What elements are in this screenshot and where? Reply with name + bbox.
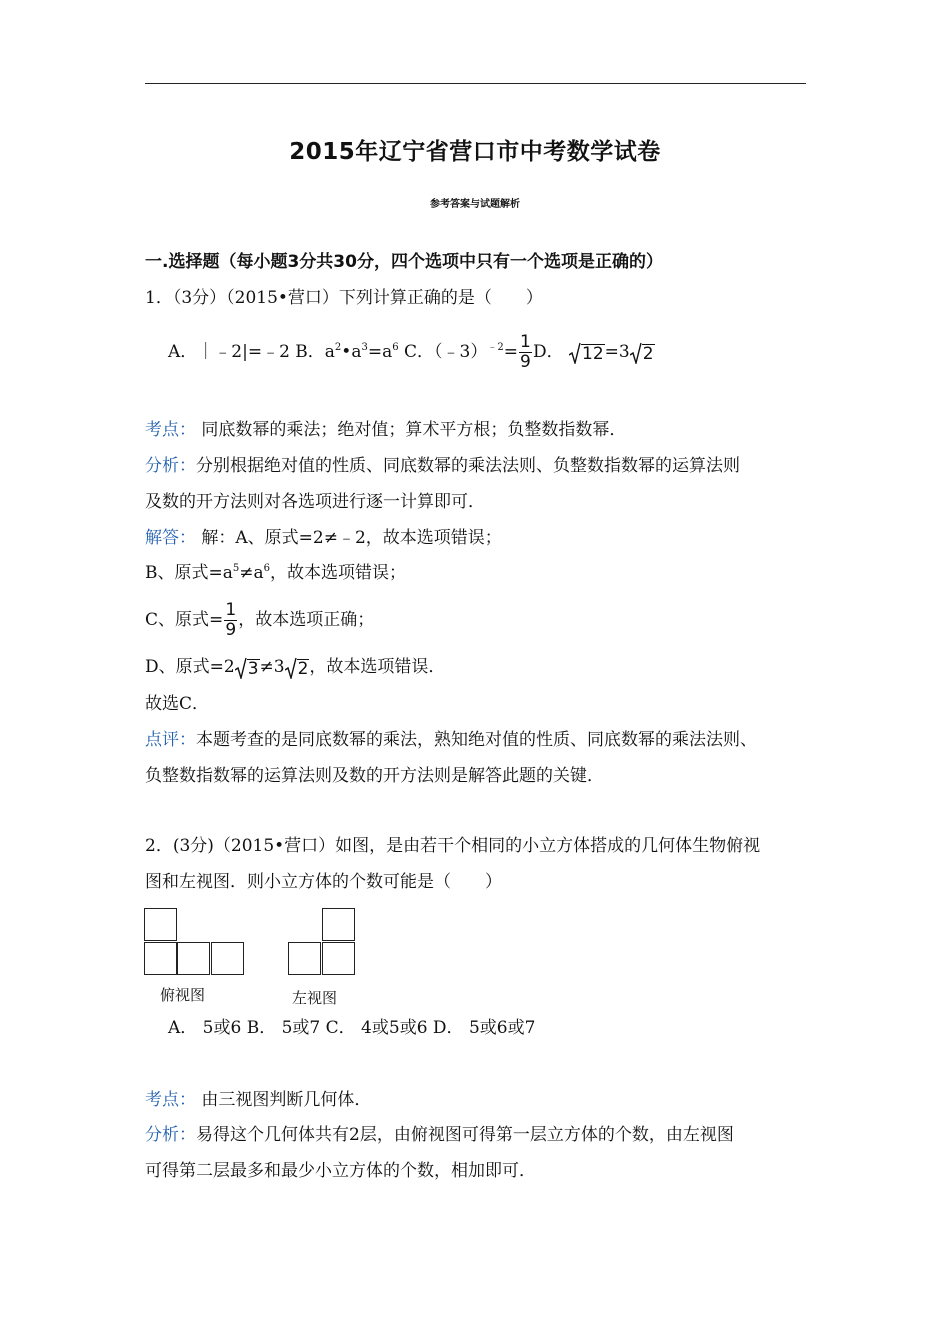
fraction-denominator: 9 bbox=[225, 620, 237, 640]
q1-fenxi-line1 bbox=[145, 455, 740, 477]
radical-sign-icon bbox=[235, 657, 247, 679]
q1-stem: 1．（3分）（2015•营口）下列计算正确的是（ ） bbox=[145, 288, 543, 308]
exponent: 5 bbox=[232, 563, 240, 574]
left-view-label: 左视图 bbox=[292, 989, 338, 1007]
dianping-text: 本题考查的是同底数幂的乘法，熟知绝对值的性质、同底数幂的乘法法则、 bbox=[196, 730, 757, 750]
q1-option-d-eq: =3 bbox=[604, 342, 630, 362]
jieda-b-post: ，故本选项错误； bbox=[270, 563, 407, 583]
sqrt-3 bbox=[235, 657, 260, 679]
radical-sign-icon bbox=[285, 657, 297, 679]
fenxi-label: 分析： bbox=[145, 456, 196, 476]
jieda-b-mid: ≠a bbox=[239, 563, 264, 583]
section-heading: 一.选择题（每小题3分共30分，四个选项中只有一个选项是正确的） bbox=[145, 252, 663, 272]
top-view-figure bbox=[144, 908, 254, 1008]
q1-jieda-d bbox=[145, 656, 445, 679]
q1-option-b-exp1: 2 bbox=[334, 342, 342, 353]
q2-fenxi-line1 bbox=[145, 1124, 734, 1146]
q2-kaodian bbox=[145, 1089, 371, 1111]
left-view-figure bbox=[288, 908, 368, 1008]
q2-stem-line2: 图和左视图．则小立方体的个数可能是（ ） bbox=[145, 872, 502, 892]
fraction-numerator: 1 bbox=[520, 332, 531, 352]
left-view-cell bbox=[322, 942, 355, 975]
top-view-label: 俯视图 bbox=[160, 986, 206, 1004]
q1-dianping-line1 bbox=[145, 729, 757, 751]
q1-dianping-line2: 负整数指数幂的运算法则及数的开方法则是解答此题的关键． bbox=[145, 766, 604, 786]
q1-kaodian bbox=[145, 419, 626, 441]
q1-option-c-exp: ﹣2 bbox=[487, 342, 504, 353]
top-view-cell bbox=[144, 908, 177, 941]
left-view-cell bbox=[322, 908, 355, 941]
radical-sign-icon bbox=[569, 342, 581, 364]
exponent: 6 bbox=[263, 563, 271, 574]
fenxi-text: 易得这个几何体共有2层，由俯视图可得第一层立方体的个数，由左视图 bbox=[196, 1125, 734, 1145]
jieda-d-post: ，故本选项错误． bbox=[309, 657, 446, 677]
q1-option-c-eq: = bbox=[503, 342, 518, 362]
radicand: 12 bbox=[582, 343, 604, 364]
q1-option-b-dot: •a bbox=[341, 342, 362, 362]
jieda-text: 解：A、原式=2≠﹣2，故本选项错误； bbox=[201, 528, 502, 548]
q1-option-a: A．｜﹣2|=﹣2 B． bbox=[168, 342, 325, 362]
q1-option-b-eq: =a bbox=[367, 342, 393, 362]
radicand: 3 bbox=[247, 658, 259, 679]
kaodian-label: 考点： bbox=[145, 1090, 196, 1110]
top-view-cell bbox=[211, 942, 244, 975]
kaodian-text: 同底数幂的乘法；绝对值；算术平方根；负整数指数幂． bbox=[201, 420, 627, 440]
sqrt-2 bbox=[630, 342, 655, 364]
top-view-cell bbox=[177, 942, 210, 975]
top-view-cell bbox=[144, 942, 177, 975]
sqrt-12 bbox=[569, 342, 605, 364]
q2-fenxi-line2: 可得第二层最多和最少小立方体的个数，相加即可． bbox=[145, 1161, 536, 1181]
q1-choice: 故选C． bbox=[145, 694, 210, 714]
q2-options: A． 5或6 B． 5或7 C． 4或5或6 D． 5或6或7 bbox=[168, 1018, 536, 1038]
jieda-b-text: B、原式=a bbox=[145, 563, 233, 583]
q1-fenxi-line2: 及数的开方法则对各选项进行逐一计算即可． bbox=[145, 492, 485, 512]
q1-option-c: C．（﹣3） bbox=[398, 342, 488, 362]
header-rule bbox=[145, 83, 806, 84]
fraction-denominator: 9 bbox=[520, 352, 531, 372]
q1-jieda-b bbox=[145, 562, 406, 584]
jieda-c-text: C、原式= bbox=[145, 610, 224, 630]
page-subtitle: 参考答案与试题解析 bbox=[430, 199, 520, 210]
page-title: 2015年辽宁省营口市中考数学试卷 bbox=[289, 139, 661, 165]
jieda-d-text: D、原式=2 bbox=[145, 657, 235, 677]
q1-option-c-fraction bbox=[519, 334, 532, 371]
q1-options bbox=[168, 334, 655, 371]
q1-option-b-base: a bbox=[324, 342, 335, 362]
jieda-c-fraction bbox=[224, 602, 237, 639]
jieda-label: 解答： bbox=[145, 528, 196, 548]
fenxi-text: 分别根据绝对值的性质、同底数幂的乘法法则、负整数指数幂的运算法则 bbox=[196, 456, 740, 476]
fenxi-label: 分析： bbox=[145, 1125, 196, 1145]
q1-jieda-line1 bbox=[145, 527, 502, 549]
radical-sign-icon bbox=[630, 342, 642, 364]
kaodian-label: 考点： bbox=[145, 420, 196, 440]
jieda-d-mid: ≠3 bbox=[259, 657, 285, 677]
q1-option-b-exp2: 3 bbox=[361, 342, 368, 353]
left-view-cell bbox=[288, 942, 321, 975]
radicand: 2 bbox=[297, 658, 309, 679]
q1-jieda-c bbox=[145, 602, 374, 639]
q1-option-d: D． bbox=[532, 342, 564, 362]
radicand: 2 bbox=[642, 343, 654, 364]
fraction-numerator: 1 bbox=[225, 600, 237, 620]
sqrt-2 bbox=[285, 657, 310, 679]
q2-stem-line1: 2．(3分)（2015•营口）如图，是由若干个相同的小立方体搭成的几何体生物俯视 bbox=[145, 836, 761, 856]
jieda-c-post: ，故本选项正确； bbox=[238, 610, 375, 630]
kaodian-text: 由三视图判断几何体． bbox=[201, 1090, 372, 1110]
dianping-label: 点评： bbox=[145, 730, 196, 750]
q1-option-b-exp3: 6 bbox=[392, 342, 399, 353]
